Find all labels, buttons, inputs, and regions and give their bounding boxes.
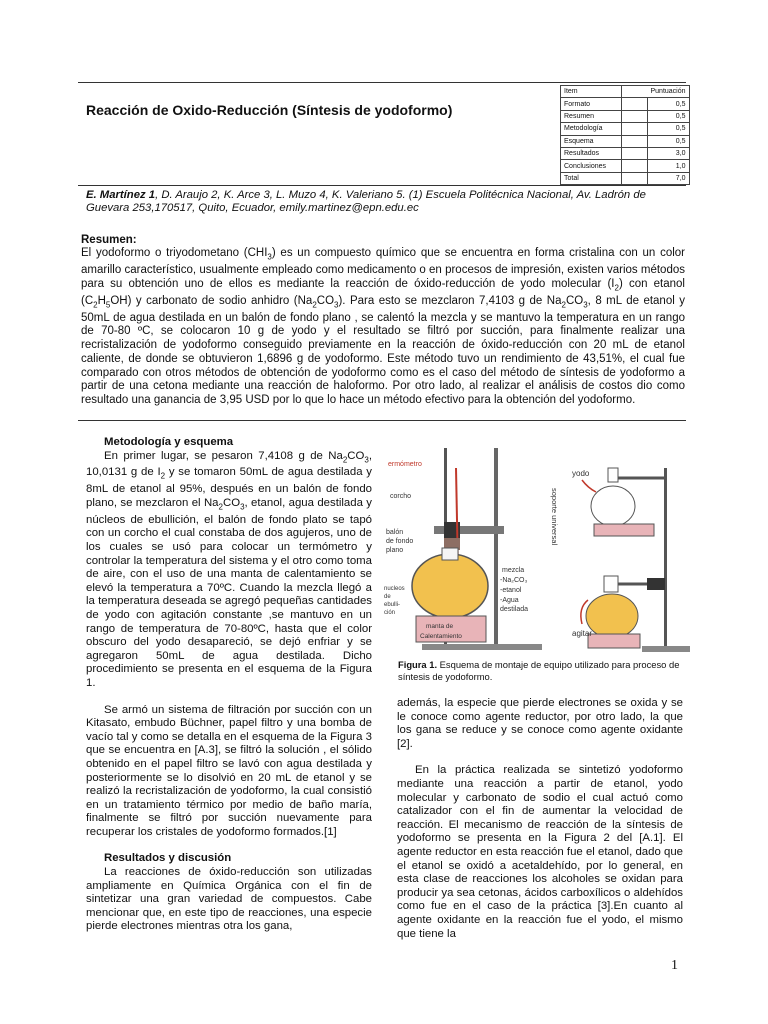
score-value: 0,5 xyxy=(648,123,690,135)
score-row xyxy=(561,123,690,135)
flask-round xyxy=(412,554,488,618)
label-mantle-1: manta de xyxy=(426,623,454,630)
stand-base xyxy=(422,644,542,650)
score-item: Resultados xyxy=(561,147,622,159)
paragraph-results: La reacciones de óxido-reducción son utilizadas ampliamente en Química Orgánica con el fin de sintetizar una gran variedad de compuestos. Cabe mencionar que, en este tipo de reacciones, una especie pierde electrones mientras otra los gana, xyxy=(86,866,372,933)
page-title: Reacción de Oxido-Reducción (Síntesis de yodoformo) xyxy=(86,102,453,118)
arrow-iodine xyxy=(582,480,596,492)
score-row xyxy=(561,160,690,172)
right-column xyxy=(397,697,683,941)
lead-author: E. Martínez 1 xyxy=(86,189,156,201)
label-flask-2: de fondo xyxy=(386,538,414,545)
author-line xyxy=(86,189,686,215)
stand-rod-2 xyxy=(494,448,498,644)
figure-label: Figura 1. xyxy=(398,659,438,670)
score-table xyxy=(560,85,690,185)
header-top-rule xyxy=(78,82,686,83)
score-value: 7,0 xyxy=(648,172,690,184)
left-column xyxy=(86,436,372,934)
abstract-paragraph: El yodoformo o triyodometano $(CHI_3)$ es un compuesto químico que se encuentra en forma cristalina con un color amarillo característico, usualmente empleado como medicamento o en procesos de impresión, existen varios métodos para su obtención uno de ellos es mediante la reacción de óxido-reducción de yodo molecular $(I_2)$ con etanol $(C_2H_5OH)$ y carbonato de sodio anhidro $(Na_2CO_3)$. Para esto se mezclaron 7,4103 g de $Na_2CO_3$, 8 mL de etanol y 50mL de agua destilada en un balón de fondo plano , se calentó la mezcla y se mantuvo la temperatura en un rango de 70-80 ºC, se colocaron 10 g de yodo y el resultado se filtró por succión, para finalmente realizar una recristalización de yodoformo conseguido previamente en la reacción de óxido-reducción con 20 mL de etanol caliente, de donde se obtuvieron 1,6896 g de yodoformo. Este método tuvo un rendimiento de 43,51%, el cual fue comparado con otros métodos de obtención de yodoformo como es el caso del método de síntesis de yodoformo a partir de una cetona mediante una reacción de haloformo. Por otro lado, al realizar el análisis de costos dio como resultado una ganancia de 3,95 USD por lo que lo hace un método efectivo para la obtención del yodoformo. xyxy=(81,247,685,406)
score-header-item: Item xyxy=(561,86,622,98)
label-cork: corcho xyxy=(390,493,412,500)
score-row xyxy=(561,147,690,159)
score-value: 0,5 xyxy=(648,110,690,122)
flask-stirring xyxy=(586,594,638,638)
label-mix-1: mezcla xyxy=(502,567,525,574)
score-row xyxy=(561,98,690,110)
label-stir: agitar xyxy=(572,629,593,638)
paragraph-filtration: Se armó un sistema de filtración por succión con un Kitasato, embudo Büchner, papel filtro y una bomba de vacío tal y como se detalla en el esquema de la Figura 3 que se encuentra en [A.3], se filtró la solución , el sólido obtenido en el papel filtro se lavó con agua destilada y posteriormente se lo disolvió en 20 mL de etanol y se realizó la recristalización de yodoformo, la cual consistió en un tratamiento térmico por medio de baño maría, finalmente se filtró por succión nuevamente para recuperar los cristales de yodoformo formados.[1] xyxy=(86,703,372,838)
figure-caption xyxy=(398,659,696,682)
score-header-points: Puntuación xyxy=(648,86,690,98)
score-row xyxy=(561,172,690,184)
score-row xyxy=(561,110,690,122)
label-nuclei-2: de xyxy=(384,594,391,600)
label-mix-4: -Agua xyxy=(500,597,519,604)
score-item: Formato xyxy=(561,98,622,110)
paragraph-practice: En la práctica realizada se sintetizó yodoformo mediante una reacción a partir de etanol, yodo molecular y carbonato de sodio el cual actuó como catalizador con el fin de aumentar la velocidad de reacción. El mecanismo de reacción de la síntesis de yodoformo se presenta en la Figura 2 del [A.1]. El agente reductor en esta reacción fue el etanol, dado que el etanol se oxidó a acetaldehído, por lo general, en esta clase de reacciones los alcoholes se oxidan para producir ya sea cetonas, ácidos carboxílicos o aldehídos como fue en el caso de la práctica [3].En cuanto al agente oxidante en la reacción fue el yodo, el mismo que tiene la xyxy=(397,764,683,940)
figure-caption-text: Esquema de montaje de equipo utilizado para proceso de síntesis de yodoformo. xyxy=(398,659,680,682)
label-flask-1: balón xyxy=(386,529,404,536)
label-mix-3: -etanol xyxy=(500,587,522,594)
score-item: Resumen xyxy=(561,110,622,122)
score-row xyxy=(561,135,690,147)
label-nuclei-3: ebulli- xyxy=(384,602,401,608)
label-nuclei-4: ción xyxy=(384,610,396,616)
abstract-bottom-rule xyxy=(78,420,686,421)
label-thermometer: ermómetro xyxy=(388,461,422,468)
score-value: 0,5 xyxy=(648,135,690,147)
section-heading-methodology: Metodología y esquema xyxy=(104,436,234,448)
label-mix-2: -Na₂CO₃ xyxy=(500,577,528,584)
header-bottom-rule xyxy=(78,185,686,186)
score-value: 0,5 xyxy=(648,98,690,110)
flask-iodine xyxy=(591,486,635,526)
label-mix-5: destilada xyxy=(500,606,529,613)
score-item: Total xyxy=(561,172,622,184)
score-item: Conclusiones xyxy=(561,160,622,172)
label-mantle-2: Calentamiento xyxy=(420,633,462,640)
abstract-heading: Resumen: xyxy=(81,234,137,246)
paragraph-methodology: En primer lugar, se pesaron 7,4108 g de $Na_2CO_3$, 10,0131 g de $I_2$ y se tomaron 50mL de agua destilada y 8mL de etanol al 95%, después en un balón de fondo plano, se mezclaron el $Na_2CO_3$, etanol, agua destilada y núcleos de ebullición, el balón de fondo plato se tapó con un corcho el cual constaba de dos agujeros, uno de los cuales se usó para colocar un termómetro y controlar la temperatura del sistema y el otro como toma de aire, con el uso de una manta de calentamiento se elevó la temperatura a 70ºC. Cuando la mezcla llegó a la temperatura deseada se agregó pequeñas cantidades de yodo con agitación constante ,se mantuvo en un rango de temperatura de 70-80ºC, hasta que el color obscuro del yodo desapareció, se dejó enfriar y se agregaron 50mL de agua destilada. Dicho procedimiento se presenta en el esquema de la Figura 1. xyxy=(86,449,373,689)
stand-rod-right xyxy=(664,468,667,648)
authors-affiliation: , D. Araujo 2, K. Arce 3, L. Muzo 4, K. Valeriano 5. (1) Escuela Politécnica Nacional, Av. Ladrón de Guevara 253,170517, Quito, Ecuador, emily.martinez@epn.edu.ec xyxy=(86,189,646,214)
label-stand: soporte universal xyxy=(550,488,559,546)
score-item: Metodología xyxy=(561,123,622,135)
score-value: 3,0 xyxy=(648,147,690,159)
label-iodine: yodo xyxy=(572,469,590,478)
score-table-header xyxy=(561,86,690,98)
score-value: 1,0 xyxy=(648,160,690,172)
section-heading-results: Resultados y discusión xyxy=(104,852,232,865)
page-number: 1 xyxy=(671,958,678,973)
label-nuclei-1: nucleos xyxy=(384,586,405,592)
paragraph-redox-continuation: además, la especie que pierde electrones se oxida y se le conoce como agente reductor, por otro lado, la que los gana se reduce y se conoce como agente oxidante [2]. xyxy=(397,697,683,750)
apparatus-figure xyxy=(382,448,692,656)
score-item: Esquema xyxy=(561,135,622,147)
label-flask-3: plano xyxy=(386,547,404,554)
